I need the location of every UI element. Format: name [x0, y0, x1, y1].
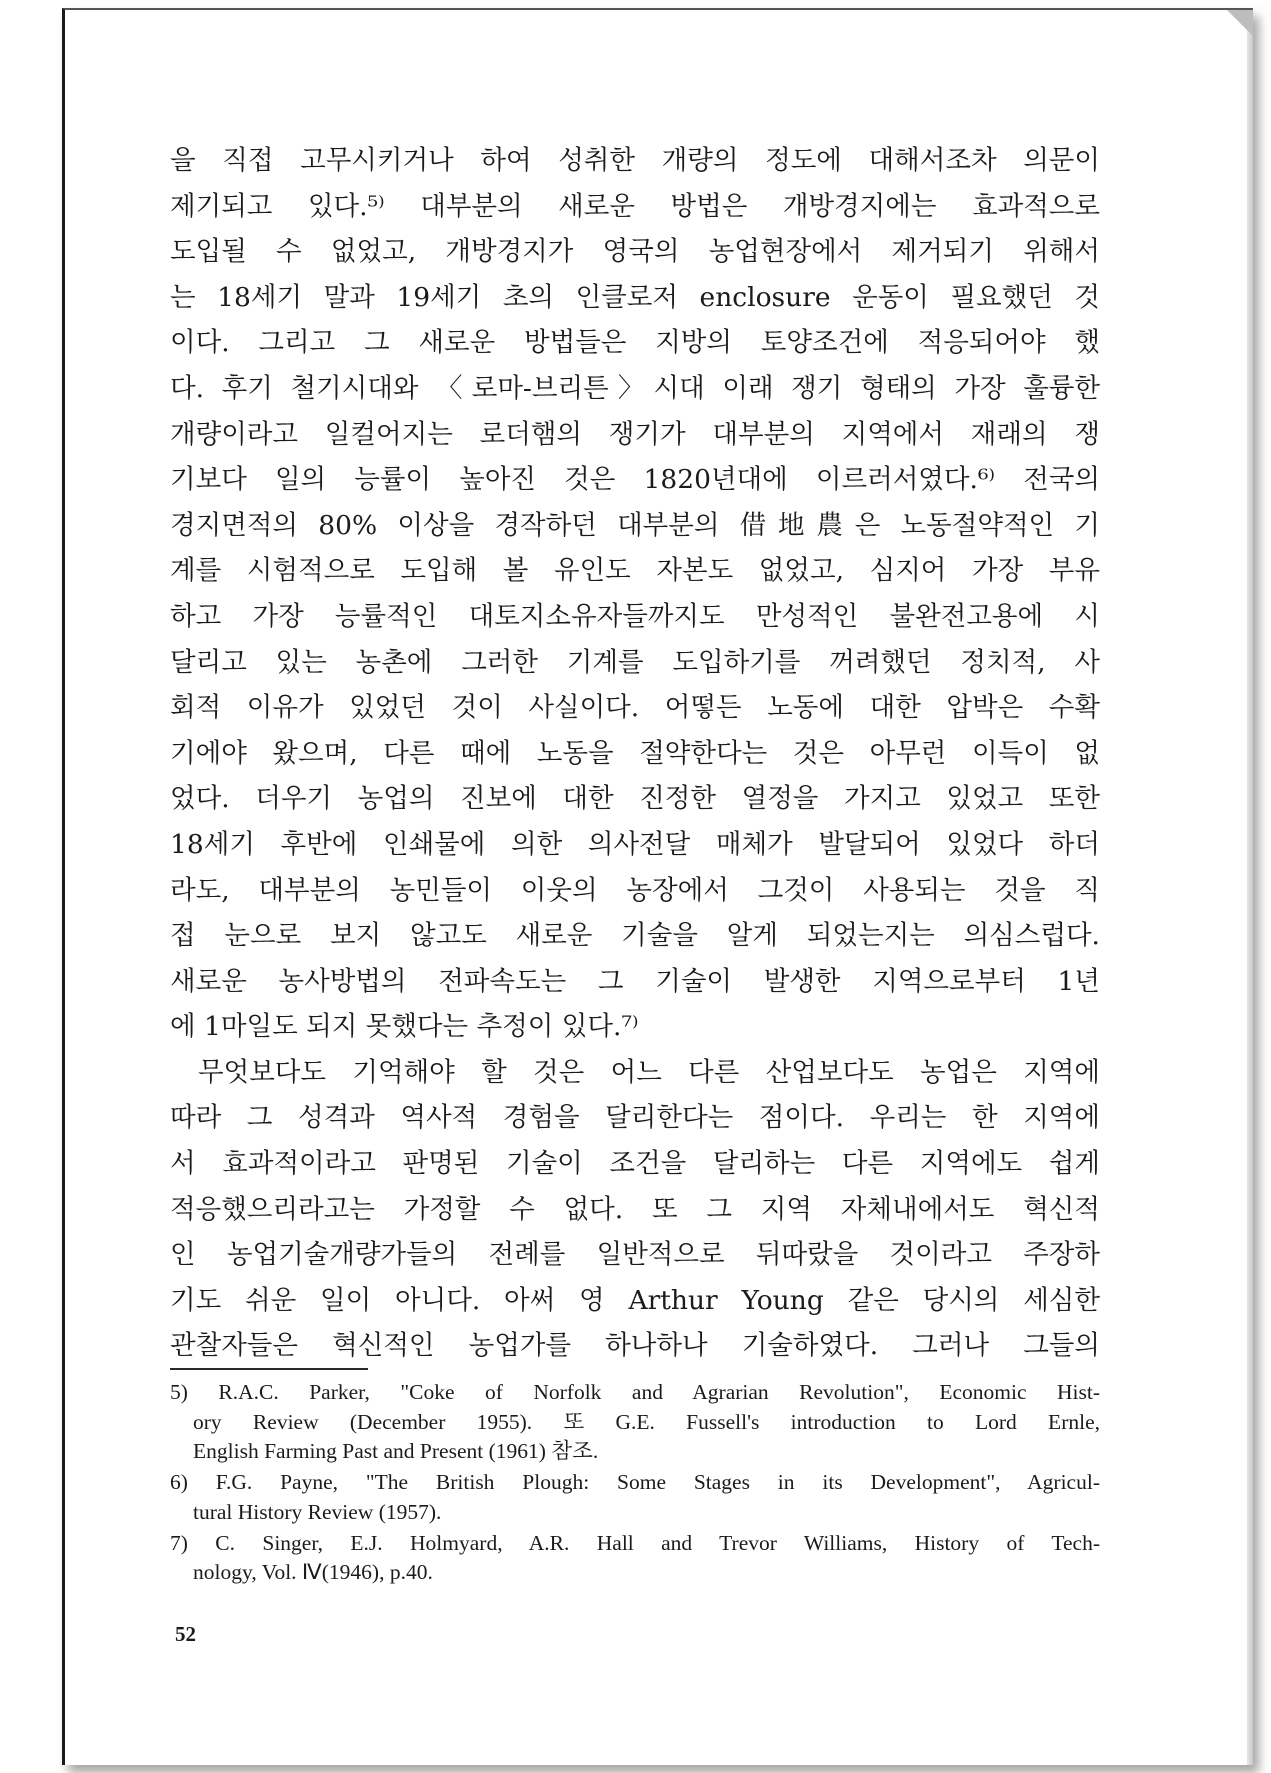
body-line: 18세기 후반에 인쇄물에 의한 의사전달 매체가 발달되어 있었다 하더 — [170, 828, 1100, 860]
body-line: 관찰자들은 혁신적인 농업가를 하나하나 기술하였다. 그러나 그들의 — [170, 1330, 1100, 1362]
body-line: 기에야 왔으며, 다른 때에 노동을 절약한다는 것은 아무런 이득이 없 — [170, 737, 1100, 769]
footnote-line: English Farming Past and Present (1961) 참조. — [193, 1439, 599, 1463]
footnote-line: nology, Vol. Ⅳ(1946), p.40. — [193, 1560, 433, 1584]
body-line: 회적 이유가 있었던 것이 사실이다. 어떻든 노동에 대한 압박은 수확 — [170, 692, 1100, 724]
main-body-text — [170, 138, 1100, 1369]
body-line: 하고 가장 능률적인 대토지소유자들까지도 만성적인 불완전고용에 시 — [170, 600, 1100, 632]
body-line: 는 18세기 말과 19세기 초의 인클로저 enclosure 운동이 필요했던 것 — [170, 281, 1100, 313]
body-line: 개량이라고 일컬어지는 로더햄의 쟁기가 대부분의 지역에서 재래의 쟁 — [170, 418, 1100, 450]
body-line: 경지면적의 80% 이상을 경작하던 대부분의 借地農은 노동절약적인 기 — [170, 509, 1100, 541]
footnote-line: tural History Review (1957). — [193, 1499, 442, 1524]
page-number: 52 — [175, 1622, 196, 1646]
body-line: 도입될 수 없었고, 개방경지가 영국의 농업현장에서 제거되기 위해서 — [170, 236, 1100, 268]
body-line: 라도, 대부분의 농민들이 이웃의 농장에서 그것이 사용되는 것을 직 — [170, 874, 1100, 906]
body-line: 인 농업기술개량가들의 전례를 일반적으로 뒤따랐을 것이라고 주장하 — [170, 1239, 1100, 1271]
body-line: 접 눈으로 보지 않고도 새로운 기술을 알게 되었는지는 의심스럽다. — [170, 920, 1100, 952]
body-line: 기보다 일의 능률이 높아진 것은 1820년대에 이르러서였다.⁶⁾ 전국의 — [170, 464, 1100, 496]
footnote-line: ory Review (December 1955). 또 G.E. Fussell's introduction to Lord Ernle, — [193, 1409, 1100, 1434]
footnote-line: 5) R.A.C. Parker, "Coke of Norfolk and Agrarian Revolution", Economic Hist- — [170, 1380, 1100, 1404]
body-line: 계를 시험적으로 도입해 볼 유인도 자본도 없었고, 심지어 가장 부유 — [170, 555, 1100, 587]
body-line: 제기되고 있다.⁵⁾ 대부분의 새로운 방법은 개방경지에는 효과적으로 — [170, 190, 1100, 222]
body-line: 이다. 그리고 그 새로운 방법들은 지방의 토양조건에 적응되어야 했 — [170, 327, 1100, 359]
body-line: 따라 그 성격과 역사적 경험을 달리한다는 점이다. 우리는 한 지역에 — [170, 1102, 1100, 1134]
body-line: 적응했으리라고는 가정할 수 없다. 또 그 지역 자체내에서도 혁신적 — [170, 1193, 1100, 1225]
body-line: 새로운 농사방법의 전파속도는 그 기술이 발생한 지역으로부터 1년 — [170, 965, 1100, 997]
footnotes — [170, 1378, 1100, 1588]
body-line: 달리고 있는 농촌에 그러한 기계를 도입하기를 꺼려했던 정치적, 사 — [170, 646, 1100, 678]
body-line-paragraph-start: 무엇보다도 기억해야 할 것은 어느 다른 산업보다도 농업은 지역에 — [198, 1056, 1100, 1088]
footnote-line: 7) C. Singer, E.J. Holmyard, A.R. Hall and Trevor Williams, History of Tech- — [170, 1530, 1100, 1555]
footnote-6 — [170, 1468, 1100, 1527]
footnote-line: 6) F.G. Payne, "The British Plough: Some Stages in its Development", Agricul- — [170, 1470, 1100, 1494]
page-corner-fold — [1227, 10, 1253, 36]
body-line: 서 효과적이라고 판명된 기술이 조건을 달리하는 다른 지역에도 쉽게 — [170, 1148, 1100, 1180]
footnote-separator-rule — [170, 1368, 368, 1370]
body-line: 다. 후기 철기시대와 〈로마-브리튼〉시대 이래 쟁기 형태의 가장 훌륭한 — [170, 372, 1100, 404]
page-edge-shadow — [1247, 10, 1253, 1765]
body-line: 었다. 더우기 농업의 진보에 대한 진정한 열정을 가지고 있었고 또한 — [170, 783, 1100, 815]
footnote-5 — [170, 1378, 1100, 1467]
footnote-7 — [170, 1529, 1100, 1588]
body-line: 기도 쉬운 일이 아니다. 아써 영 Arthur Young 같은 당시의 세심한 — [170, 1284, 1100, 1316]
body-line: 을 직접 고무시키거나 하여 성취한 개량의 정도에 대해서조차 의문이 — [170, 145, 1100, 176]
body-line-paragraph-end: 에 1마일도 되지 못했다는 추정이 있다.⁷⁾ — [170, 1011, 639, 1043]
